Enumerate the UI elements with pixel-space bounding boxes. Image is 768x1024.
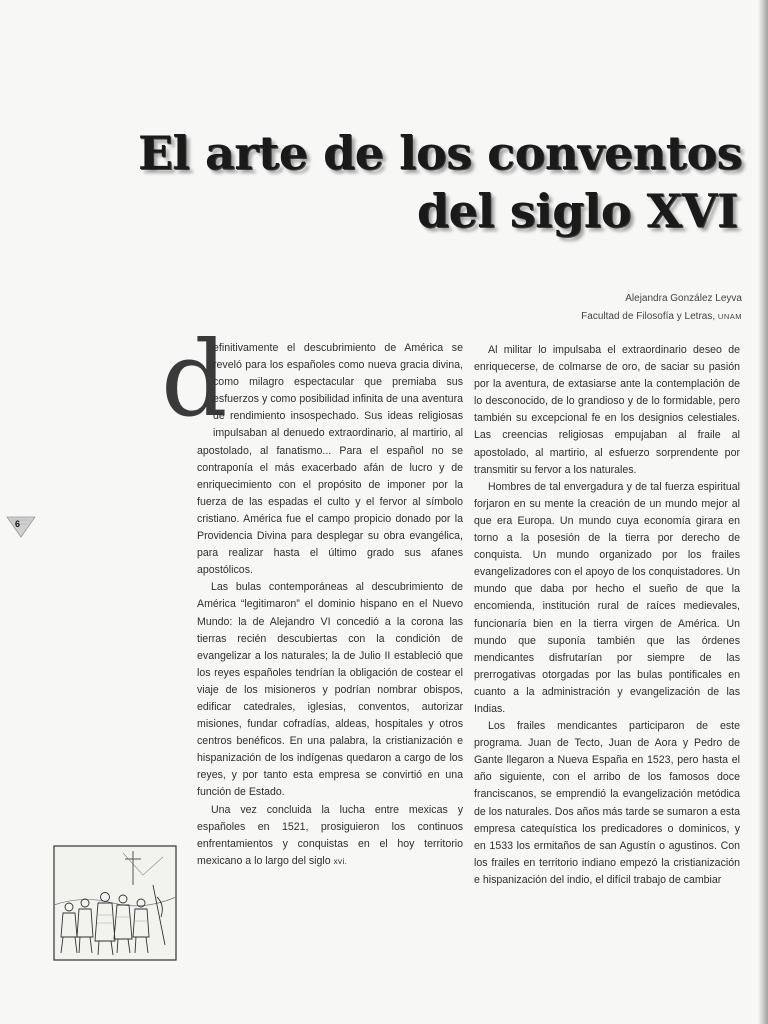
paragraph: Las bulas contemporáneas al descubrimiento de América “legitimaron” el dominio hispano en el Nuevo Mundo: la de Alejandro VI concedió a la corona las tierras recién descubiertas con la condición de evangelizar a los naturales; la de Julio II estableció que los reyes españoles tendrían la obligación de costear el viaje de los misioneros y podrían nombrar obispos, edificar catedrales, iglesias, conventos, autorizar misiones, fundar cofradías, aldeas, hospitales y otros centros benéficos. En una palabra, la cristianización e hispanización de los indígenas quedaron a cargo de los reyes, y por tanto esta empresa se convirtió en una función de Estado. xyxy=(197,581,463,799)
text-column-left xyxy=(161,318,463,870)
paragraph xyxy=(197,802,463,870)
author-name: Alejandra González Leyva xyxy=(625,293,742,304)
paragraph: Hombres de tal envergadura y de tal fuerza espiritual forjaron en su mente la creación de un mundo mejor al que era Europa. Un mundo cuya economía girara en torno a la posesión de la tierra por derecho de conquista. Un mundo organizado por los frailes evangelizadores con el apoyo de los conquistadores. Un mundo que daba por hecho el sueño de que la encomienda, institución rural de raíces medievales, funcionaría bien en la tierra virgen de América. Un mundo que suponía también que las órdenes mendicantes disfrutarían por siempre de las prerrogativas otorgadas por las bulas pontificales en cuanto a la administración y evangelización de las Indias. xyxy=(474,480,740,715)
author-affiliation xyxy=(581,311,742,322)
century-smallcaps: xvi. xyxy=(333,856,348,866)
institution-text: UNAM xyxy=(717,312,742,321)
page-number: 6 xyxy=(15,519,21,529)
paragraph-text: Una vez concluida la lucha entre mexicas y españoles en 1521, prosiguieron los continuos enfrentamientos y conquistas en el hoy territorio mexicano a lo largo del siglo xyxy=(197,803,463,867)
paragraph: Al militar lo impulsaba el extraordinario deseo de enriquecerse, de colmarse de oro, de saciar su pasión por la aventura, de extasiarse ante la contemplación de lo desconocido, de lo grandioso y de lo formidable, pero también su excepcional fe en los designios celestiales. Las creencias religiosas empujaban al fraile al apostolado, al martirio, al esfuerzo sorprendente por transmitir su fervor a los naturales. xyxy=(474,344,740,476)
paragraph: Los frailes mendicantes participaron de este programa. Juan de Tecto, Juan de Aora y Pedro de Gante llegaron a Nueva España en 1523, pero hasta el año siguiente, con el arribo de los famosos doce franciscanos, se emprendió la evangelización metódica de los naturales. Dos años más tarde se sumaron a esta empresa catequística los predicadores o dominicos, y en 1533 los ermitaños de san Agustín o agustinos. Con los frailes en territorio indiano empezó la cristianización e hispanización del indio, el difícil trabajo de cambiar xyxy=(474,720,740,886)
article-title-line-2: del siglo XVI xyxy=(416,184,738,238)
friars-figures-engraving-icon xyxy=(53,845,177,961)
article-title-line-1: El arte de los conventos xyxy=(138,126,743,180)
page-number-triangle-icon xyxy=(6,516,36,538)
paragraph-text: efinitivamente el descubrimiento de América se reveló para los españoles como nueva gracia divina, como milagro espectacular que premiaba sus esfuerzos y como posibilidad infinita de una aventura de rendimiento insospechado. Sus ideas religiosas impulsaban al denuedo extraordinario, al martirio, al apostolado, al fanatismo... Para el español no se contraponía el más exacerbado afán de lucro y de enriquecimiento con el propósito de imponer por la fuerza de las espadas el culto y el fervor al símbolo cristiano. América fue el campo propicio donado por la Providencia Divina para desplegar su obra evangélica, para realizar hasta el último grado sus afanes apostólicos. xyxy=(197,342,463,577)
text-column-right xyxy=(474,342,740,889)
affiliation-text: Facultad de Filosofía y Letras, xyxy=(581,311,716,322)
page-number-badge xyxy=(6,516,36,538)
paragraph xyxy=(161,318,463,579)
drop-cap: d xyxy=(161,318,228,440)
page-edge-shadow xyxy=(758,0,768,1024)
